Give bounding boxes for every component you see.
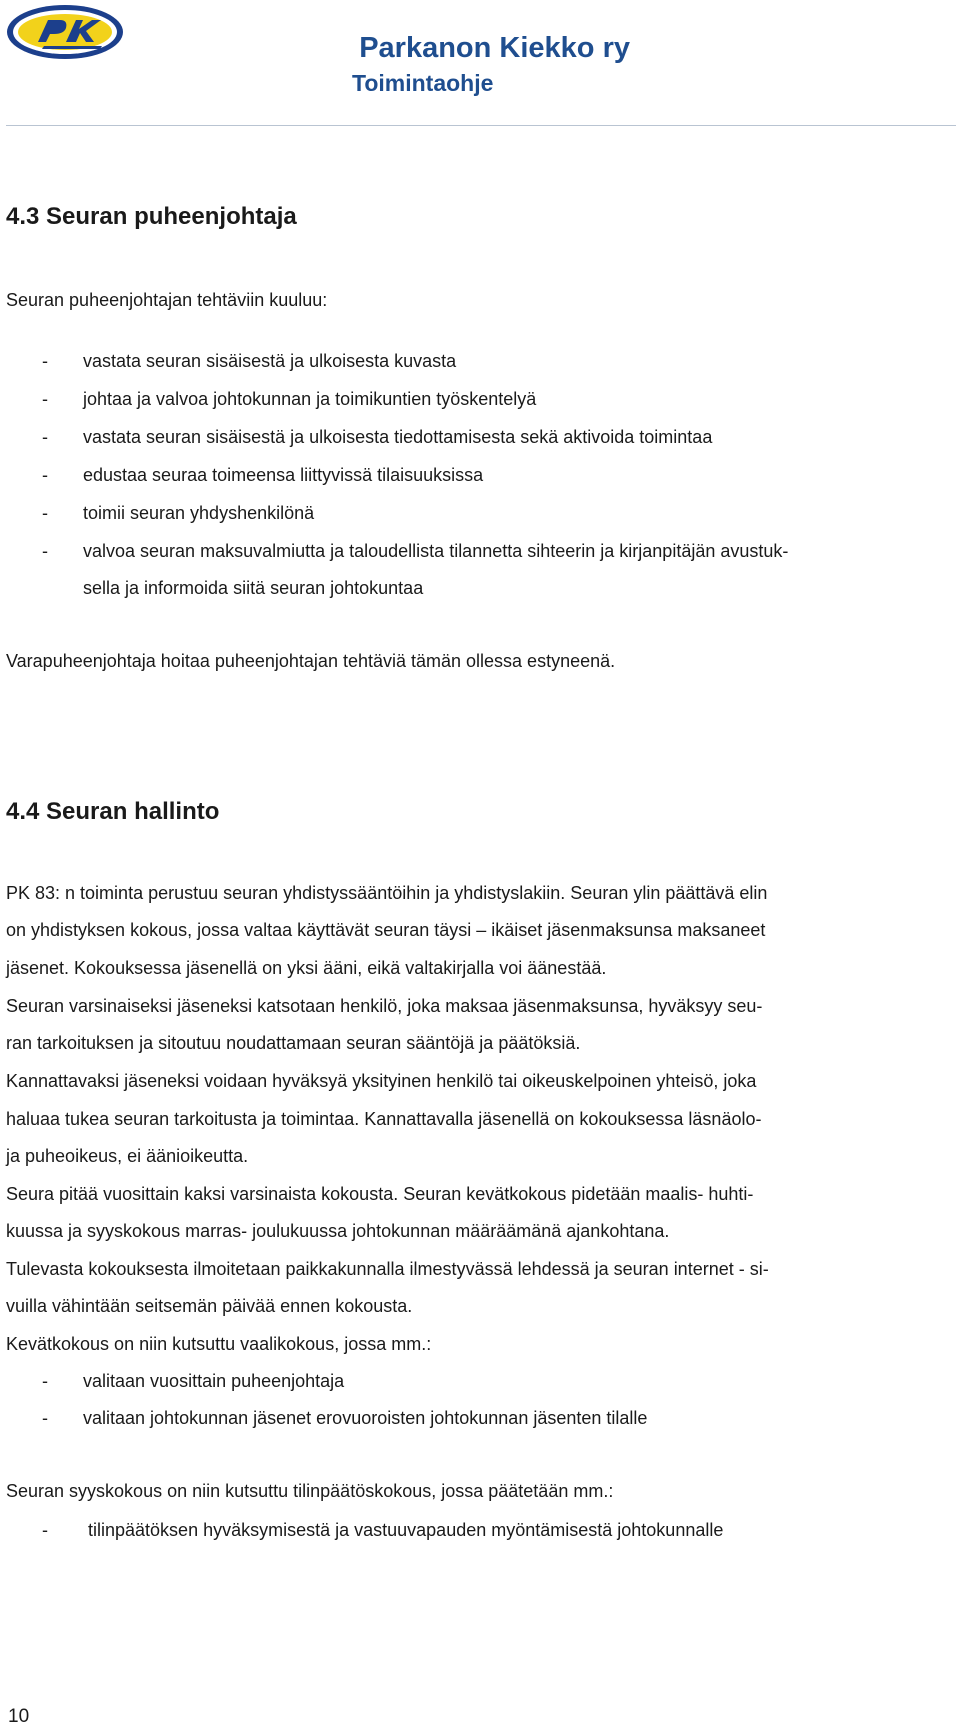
body-line: Tulevasta kokouksesta ilmoitetaan paikkakunnalla ilmestyvässä lehdessä ja seuran internet - si- — [6, 1259, 769, 1279]
page-number: 10 — [8, 1706, 30, 1727]
bullet-dash: - — [42, 351, 48, 371]
body-line: on yhdistyksen kokous, jossa valtaa käyttävät seuran täysi – ikäiset jäsenmaksunsa maksaneet — [6, 920, 766, 940]
organization-name: Parkanon Kiekko ry — [359, 32, 630, 64]
body-line: PK 83: n toiminta perustuu seuran yhdistyssääntöihin ja yhdistyslakiin. Seuran ylin päättävä elin — [6, 883, 768, 903]
section-heading-4-4: 4.4 Seuran hallinto — [6, 798, 220, 825]
list-item-text: vastata seuran sisäisestä ja ulkoisesta kuvasta — [83, 351, 457, 371]
bullet-dash: - — [42, 1520, 48, 1540]
bullet-dash: - — [42, 465, 48, 485]
document-title: Toimintaohje — [352, 70, 494, 96]
list-item-text: valitaan vuosittain puheenjohtaja — [83, 1371, 345, 1391]
body-line: vuilla vähintään seitsemän päivää ennen kokousta. — [6, 1296, 413, 1316]
section-4-3-intro: Seuran puheenjohtajan tehtäviin kuuluu: — [6, 290, 328, 310]
body-line: Kannattavaksi jäseneksi voidaan hyväksyä yksityinen henkilö tai oikeuskelpoinen yhteisö, joka — [6, 1071, 757, 1091]
body-line: Seuran varsinaiseksi jäseneksi katsotaan henkilö, joka maksaa jäsenmaksunsa, hyväksyy seu- — [6, 996, 763, 1016]
section-heading-4-3: 4.3 Seuran puheenjohtaja — [6, 203, 297, 230]
page-header — [0, 0, 960, 128]
body-line: Seura pitää vuosittain kaksi varsinaista kokousta. Seuran kevätkokous pidetään maalis- huhti- — [6, 1184, 754, 1204]
list-item-text: valitaan johtokunnan jäsenet erovuoroisten johtokunnan jäsenten tilalle — [83, 1408, 648, 1428]
list-item-text: vastata seuran sisäisestä ja ulkoisesta tiedottamisesta sekä aktivoida toimintaa — [83, 427, 713, 447]
bullet-dash: - — [42, 503, 48, 523]
bullet-dash: - — [42, 389, 48, 409]
club-logo — [4, 2, 126, 62]
list-item-continuation: sella ja informoida siitä seuran johtokuntaa — [83, 578, 424, 598]
bullet-dash: - — [42, 1371, 48, 1391]
header-divider — [6, 125, 956, 126]
deputy-chair-note: Varapuheenjohtaja hoitaa puheenjohtajan tehtäviä tämän ollessa estyneenä. — [6, 651, 616, 671]
body-line: ran tarkoituksen ja sitoutuu noudattamaan seuran sääntöjä ja päätöksiä. — [6, 1033, 581, 1053]
body-line: ja puheoikeus, ei äänioikeutta. — [6, 1146, 249, 1166]
body-line: kuussa ja syyskokous marras- joulukuussa johtokunnan määräämänä ajankohtana. — [6, 1221, 670, 1241]
list-item-text: toimii seuran yhdyshenkilönä — [83, 503, 315, 523]
body-line: haluaa tukea seuran tarkoitusta ja toimintaa. Kannattavalla jäsenellä on kokouksessa läsnäolo- — [6, 1109, 762, 1129]
body-line: jäsenet. Kokouksessa jäsenellä on yksi ääni, eikä valtakirjalla voi äänestää. — [6, 958, 607, 978]
bullet-dash: - — [42, 541, 48, 561]
list-item-text: edustaa seuraa toimeensa liittyvissä tilaisuuksissa — [83, 465, 484, 485]
list-item-text: johtaa ja valvoa johtokunnan ja toimikuntien työskentelyä — [83, 389, 537, 409]
body-line: Kevätkokous on niin kutsuttu vaalikokous, jossa mm.: — [6, 1334, 432, 1354]
bullet-dash: - — [42, 1408, 48, 1428]
list-item-text: valvoa seuran maksuvalmiutta ja taloudellista tilannetta sihteerin ja kirjanpitäjän avustuk- — [83, 541, 789, 561]
list-item-text: tilinpäätöksen hyväksymisestä ja vastuuvapauden myöntämisestä johtokunnalle — [88, 1520, 724, 1540]
autumn-meeting-intro: Seuran syyskokous on niin kutsuttu tilinpäätöskokous, jossa päätetään mm.: — [6, 1481, 614, 1501]
bullet-dash: - — [42, 427, 48, 447]
